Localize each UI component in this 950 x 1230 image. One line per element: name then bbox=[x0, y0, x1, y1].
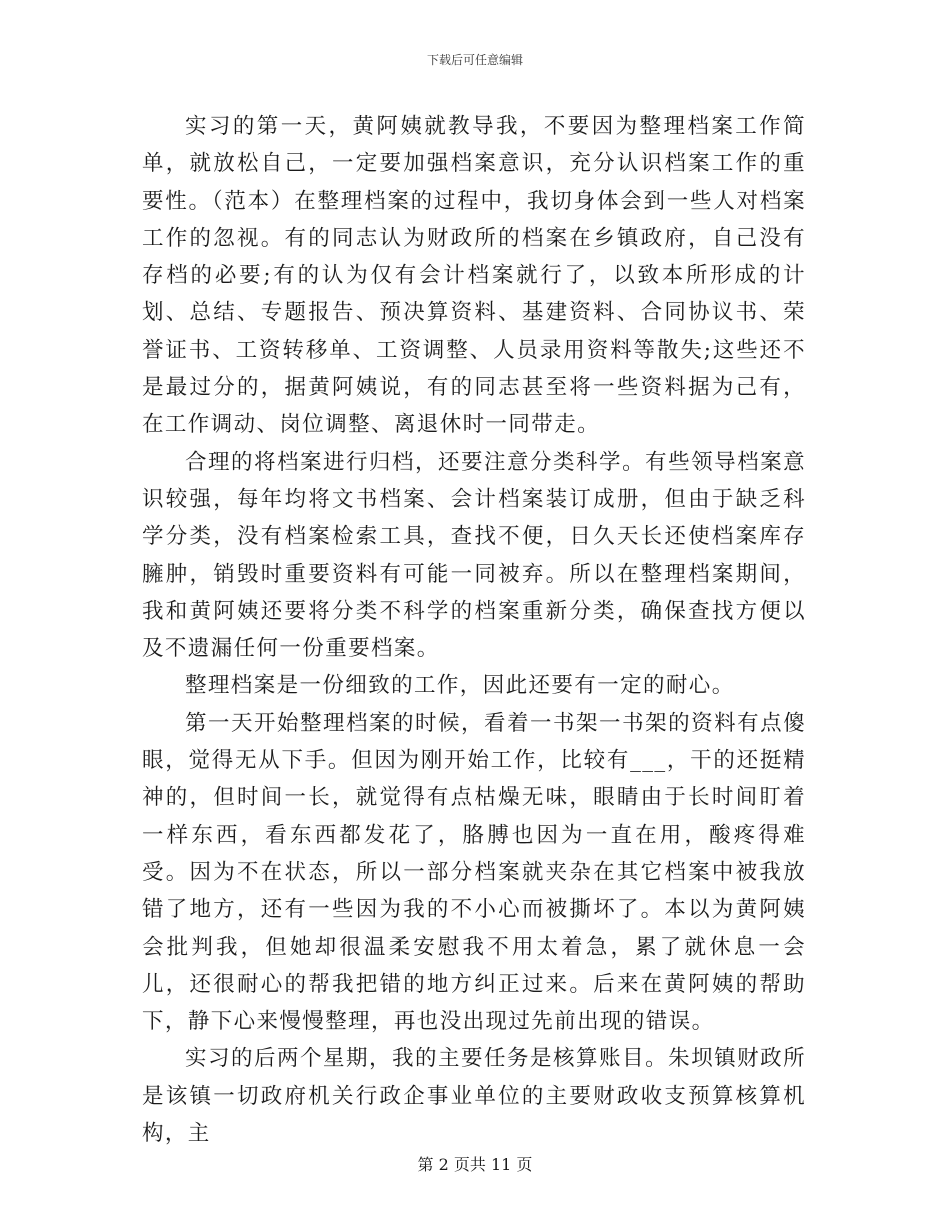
paragraph: 实习的第一天，黄阿姨就教导我，不要因为整理档案工作简单，就放松自己，一定要加强档案意识，充分认识档案工作的重要性。（范本）在整理档案的过程中，我切身体会到一些人对档案工作的忽视。有的同志认为财政所的档案在乡镇政府，自己没有存档的必要;有的认为仅有会计档案就行了，以致本所形成的计划、总结、专题报告、预决算资料、基建资料、合同协议书、荣誉证书、工资转移单、工资调整、人员录用资料等散失;这些还不是最过分的，据黄阿姨说，有的同志甚至将一些资料据为己有，在工作调动、岗位调整、离退休时一同带走。 bbox=[142, 114, 806, 438]
page-header: 下载后可任意编辑 bbox=[426, 53, 523, 67]
paragraph: 整理档案是一份细致的工作，因此还要有一定的耐心。 bbox=[185, 673, 735, 699]
paragraph: 实习的后两个星期，我的主要任务是核算账目。朱坝镇财政所是该镇一切政府机关行政企事业单位的主要财政收支预算核算机构，主 bbox=[142, 1046, 806, 1147]
paragraph: 合理的将档案进行归档，还要注意分类科学。有些领导档案意识较强，每年均将文书档案、会计档案装订成册，但由于缺乏科学分类，没有档案检索工具，查找不便，日久天长还使档案库存臃肿，销毁时重要资料有可能一同被弃。所以在整理档案期间，我和黄阿姨还要将分类不科学的档案重新分类，确保查找方便以及不遗漏任何一份重要档案。 bbox=[142, 449, 806, 662]
paragraph: 第一天开始整理档案的时候，看着一书架一书架的资料有点傻眼，觉得无从下手。但因为刚开始工作，比较有___，干的还挺精神的，但时间一长，就觉得有点枯燥无味，眼睛由于长时间盯着一样东西，看东西都发花了，胳膊也因为一直在用，酸疼得难受。因为不在状态，所以一部分档案就夹杂在其它档案中被我放错了地方，还有一些因为我的不小心而被撕坏了。本以为黄阿姨会批判我，但她却很温柔安慰我不用太着急，累了就休息一会儿，还很耐心的帮我把错的地方纠正过来。后来在黄阿姨的帮助下，静下心来慢慢整理，再也没出现过先前出现的错误。 bbox=[142, 710, 806, 1035]
document-body bbox=[142, 108, 806, 1152]
page-number: 第 2 页共 11 页 bbox=[417, 1155, 533, 1174]
